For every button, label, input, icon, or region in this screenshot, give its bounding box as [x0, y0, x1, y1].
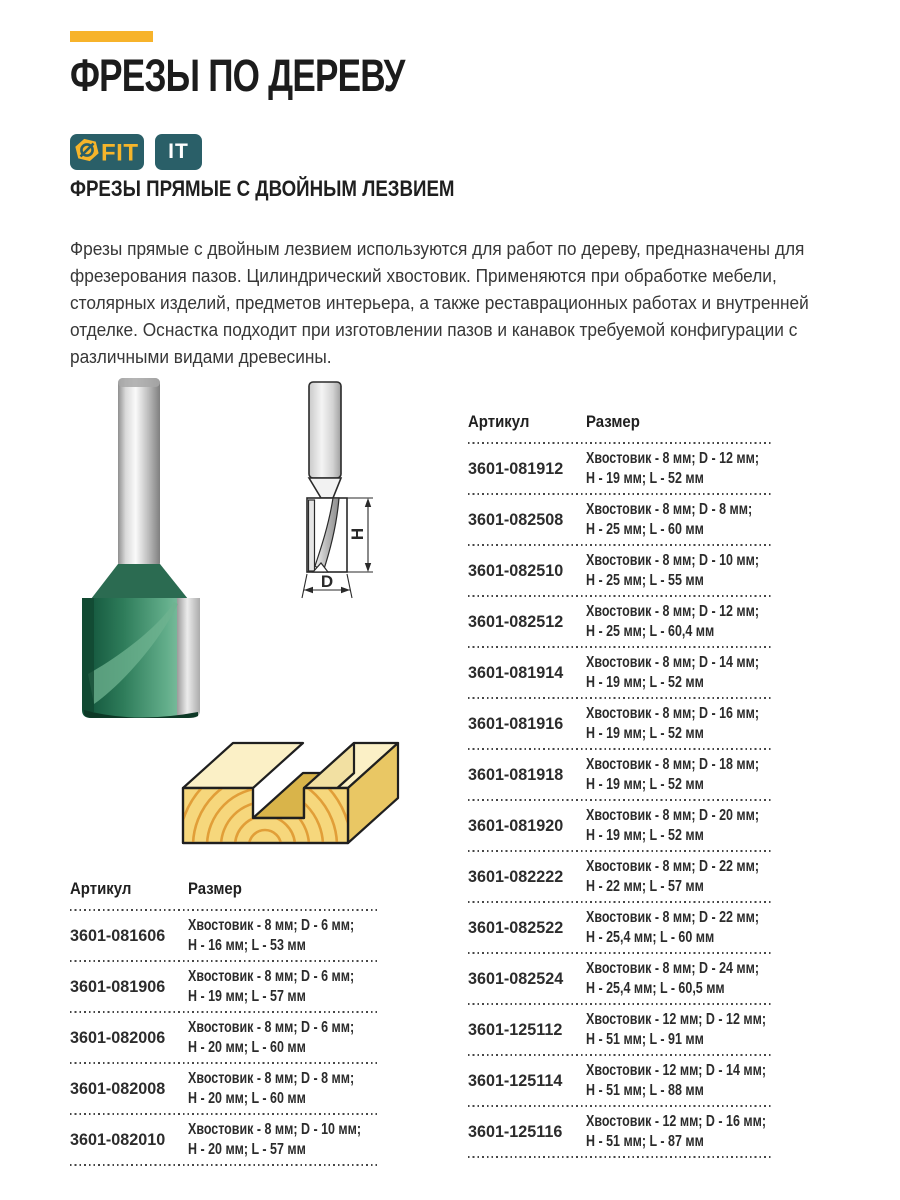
size-line-1: Хвостовик - 8 мм; D - 8 мм;: [586, 501, 753, 518]
brand-logos: [70, 134, 202, 170]
page-title: ФРЕЗЫ ПО ДЕРЕВУ: [70, 50, 405, 101]
size-cell: [586, 806, 771, 846]
bit-cutting-head: [82, 598, 200, 718]
column-header-article: Артикул: [468, 412, 530, 431]
size-line-1: Хвостовик - 12 мм; D - 12 мм;: [586, 1011, 766, 1028]
size-cell: [188, 916, 379, 956]
size-line-1: Хвостовик - 12 мм; D - 16 мм;: [586, 1113, 766, 1130]
size-line-1: Хвостовик - 8 мм; D - 6 мм;: [188, 1019, 355, 1036]
size-cell: [586, 653, 771, 693]
size-line-2: H - 19 мм; L - 52 мм: [586, 776, 704, 793]
size-cell: [586, 1112, 771, 1152]
article-cell: 3601-082010: [70, 1130, 166, 1149]
table-header: [468, 403, 771, 444]
size-line-1: Хвостовик - 8 мм; D - 6 мм;: [188, 917, 355, 934]
size-line-2: H - 20 мм; L - 60 мм: [188, 1090, 306, 1107]
size-cell: [586, 449, 771, 489]
table-right-body: [468, 444, 771, 1158]
h-dimension-label: H: [348, 527, 367, 541]
size-cell: [586, 1061, 771, 1101]
table-row: [468, 1005, 771, 1056]
size-line-1: Хвостовик - 12 мм; D - 14 мм;: [586, 1062, 766, 1079]
router-bit-photo: [74, 372, 226, 730]
size-line-2: H - 19 мм; L - 52 мм: [586, 827, 704, 844]
size-cell: [586, 551, 771, 591]
size-cell: [586, 1010, 771, 1050]
table-header: [70, 870, 379, 911]
table-row: [468, 597, 771, 648]
d-dimension: [302, 572, 352, 598]
article-cell: 3601-082006: [70, 1028, 166, 1047]
size-line-1: Хвостовик - 8 мм; D - 12 мм;: [586, 603, 760, 620]
it-logo-text: IT: [168, 140, 189, 163]
article-cell: 3601-082508: [468, 510, 564, 529]
size-line-2: H - 25 мм; L - 55 мм: [586, 572, 704, 589]
size-line-1: Хвостовик - 8 мм; D - 16 мм;: [586, 705, 760, 722]
size-cell: [586, 755, 771, 795]
table-row: [70, 1013, 379, 1064]
wood-groove-illustration: [170, 722, 405, 854]
article-cell: 3601-081906: [70, 977, 166, 996]
fit-logo: [70, 134, 144, 170]
size-cell: [586, 500, 771, 540]
size-line-1: Хвостовик - 8 мм; D - 22 мм;: [586, 858, 760, 875]
article-cell: 3601-081606: [70, 926, 166, 945]
table-row: [70, 1115, 379, 1166]
spec-table-left: [70, 870, 379, 1166]
size-cell: [586, 704, 771, 744]
size-line-2: H - 20 мм; L - 60 мм: [188, 1039, 306, 1056]
table-row: [468, 852, 771, 903]
article-cell: 3601-081918: [468, 765, 564, 784]
article-cell: 3601-081920: [468, 816, 564, 835]
table-row: [468, 444, 771, 495]
size-line-2: H - 51 мм; L - 87 мм: [586, 1133, 704, 1150]
article-cell: 3601-082510: [468, 561, 564, 580]
size-line-1: Хвостовик - 8 мм; D - 24 мм;: [586, 960, 760, 977]
size-cell: [188, 1018, 379, 1058]
size-cell: [586, 602, 771, 642]
table-row: [468, 699, 771, 750]
table-row: [468, 954, 771, 1005]
article-cell: 3601-082522: [468, 918, 564, 937]
size-cell: [188, 1120, 379, 1160]
size-line-1: Хвостовик - 8 мм; D - 12 мм;: [586, 450, 760, 467]
size-line-2: H - 19 мм; L - 52 мм: [586, 725, 704, 742]
table-row: [70, 962, 379, 1013]
size-line-2: H - 19 мм; L - 52 мм: [586, 674, 704, 691]
table-row: [468, 495, 771, 546]
size-line-1: Хвостовик - 8 мм; D - 10 мм;: [586, 552, 760, 569]
size-line-1: Хвостовик - 8 мм; D - 6 мм;: [188, 968, 355, 985]
spec-table-right: [468, 403, 771, 1158]
size-cell: [586, 959, 771, 999]
it-logo: [155, 134, 202, 170]
table-row: [468, 903, 771, 954]
size-line-1: Хвостовик - 8 мм; D - 18 мм;: [586, 756, 760, 773]
article-cell: 3601-125116: [468, 1122, 563, 1141]
size-line-2: H - 22 мм; L - 57 мм: [586, 878, 704, 895]
size-line-2: H - 25,4 мм; L - 60 мм: [586, 929, 715, 946]
table-row: [468, 1107, 771, 1158]
article-cell: 3601-082524: [468, 969, 564, 988]
article-cell: 3601-081916: [468, 714, 564, 733]
table-row: [70, 911, 379, 962]
article-cell: 3601-081914: [468, 663, 564, 682]
size-line-2: H - 20 мм; L - 57 мм: [188, 1141, 306, 1158]
size-line-2: H - 19 мм; L - 57 мм: [188, 988, 306, 1005]
size-line-2: H - 25 мм; L - 60,4 мм: [586, 623, 715, 640]
column-header-article: Артикул: [70, 879, 132, 898]
size-line-2: H - 51 мм; L - 91 мм: [586, 1031, 704, 1048]
size-line-2: H - 16 мм; L - 53 мм: [188, 937, 306, 954]
table-row: [468, 1056, 771, 1107]
article-cell: 3601-082222: [468, 867, 564, 886]
table-row: [468, 648, 771, 699]
size-cell: [586, 908, 771, 948]
size-line-1: Хвостовик - 8 мм; D - 14 мм;: [586, 654, 760, 671]
size-line-1: Хвостовик - 8 мм; D - 8 мм;: [188, 1070, 355, 1087]
d-dimension-label: D: [320, 572, 334, 591]
table-row: [468, 750, 771, 801]
table-left-body: [70, 911, 379, 1166]
accent-bar: [70, 31, 153, 42]
table-row: [468, 801, 771, 852]
article-cell: 3601-125114: [468, 1071, 563, 1090]
table-row: [70, 1064, 379, 1115]
article-cell: 3601-125112: [468, 1020, 563, 1039]
size-cell: [586, 857, 771, 897]
size-line-2: H - 51 мм; L - 88 мм: [586, 1082, 704, 1099]
column-header-size: Размер: [188, 879, 242, 898]
size-cell: [188, 967, 379, 1007]
h-dimension: [347, 498, 373, 572]
size-line-1: Хвостовик - 8 мм; D - 10 мм;: [188, 1121, 362, 1138]
size-line-2: H - 25 мм; L - 60 мм: [586, 521, 704, 538]
size-cell: [188, 1069, 379, 1109]
size-line-2: H - 19 мм; L - 52 мм: [586, 470, 704, 487]
size-line-1: Хвостовик - 8 мм; D - 20 мм;: [586, 807, 760, 824]
column-header-size: Размер: [586, 412, 640, 431]
section-subtitle: ФРЕЗЫ ПРЯМЫЕ С ДВОЙНЫМ ЛЕЗВИЕМ: [70, 176, 455, 201]
bit-collar: [91, 564, 188, 599]
diagram-bit-outline: [307, 382, 347, 572]
size-line-2: H - 25,4 мм; L - 60,5 мм: [586, 980, 725, 997]
article-cell: 3601-081912: [468, 459, 564, 478]
article-cell: 3601-082008: [70, 1079, 166, 1098]
table-row: [468, 546, 771, 597]
article-cell: 3601-082512: [468, 612, 564, 631]
fit-logo-text: FIT: [101, 139, 139, 167]
bit-shank: [118, 378, 160, 568]
product-description: Фрезы прямые с двойным лезвием используются для работ по дереву, предназначены для фрезерования пазов. Цилиндрический хвостовик. Применяются при обработке мебели, столярных изделий, предметов интерьера, а также реставрационных работах и внутренней отделке. Оснастка подходит при изготовлении пазов и канавок требуемой конфигурации с различными видами древесины.: [70, 239, 809, 367]
size-line-1: Хвостовик - 8 мм; D - 22 мм;: [586, 909, 760, 926]
dimension-diagram: [293, 376, 393, 631]
